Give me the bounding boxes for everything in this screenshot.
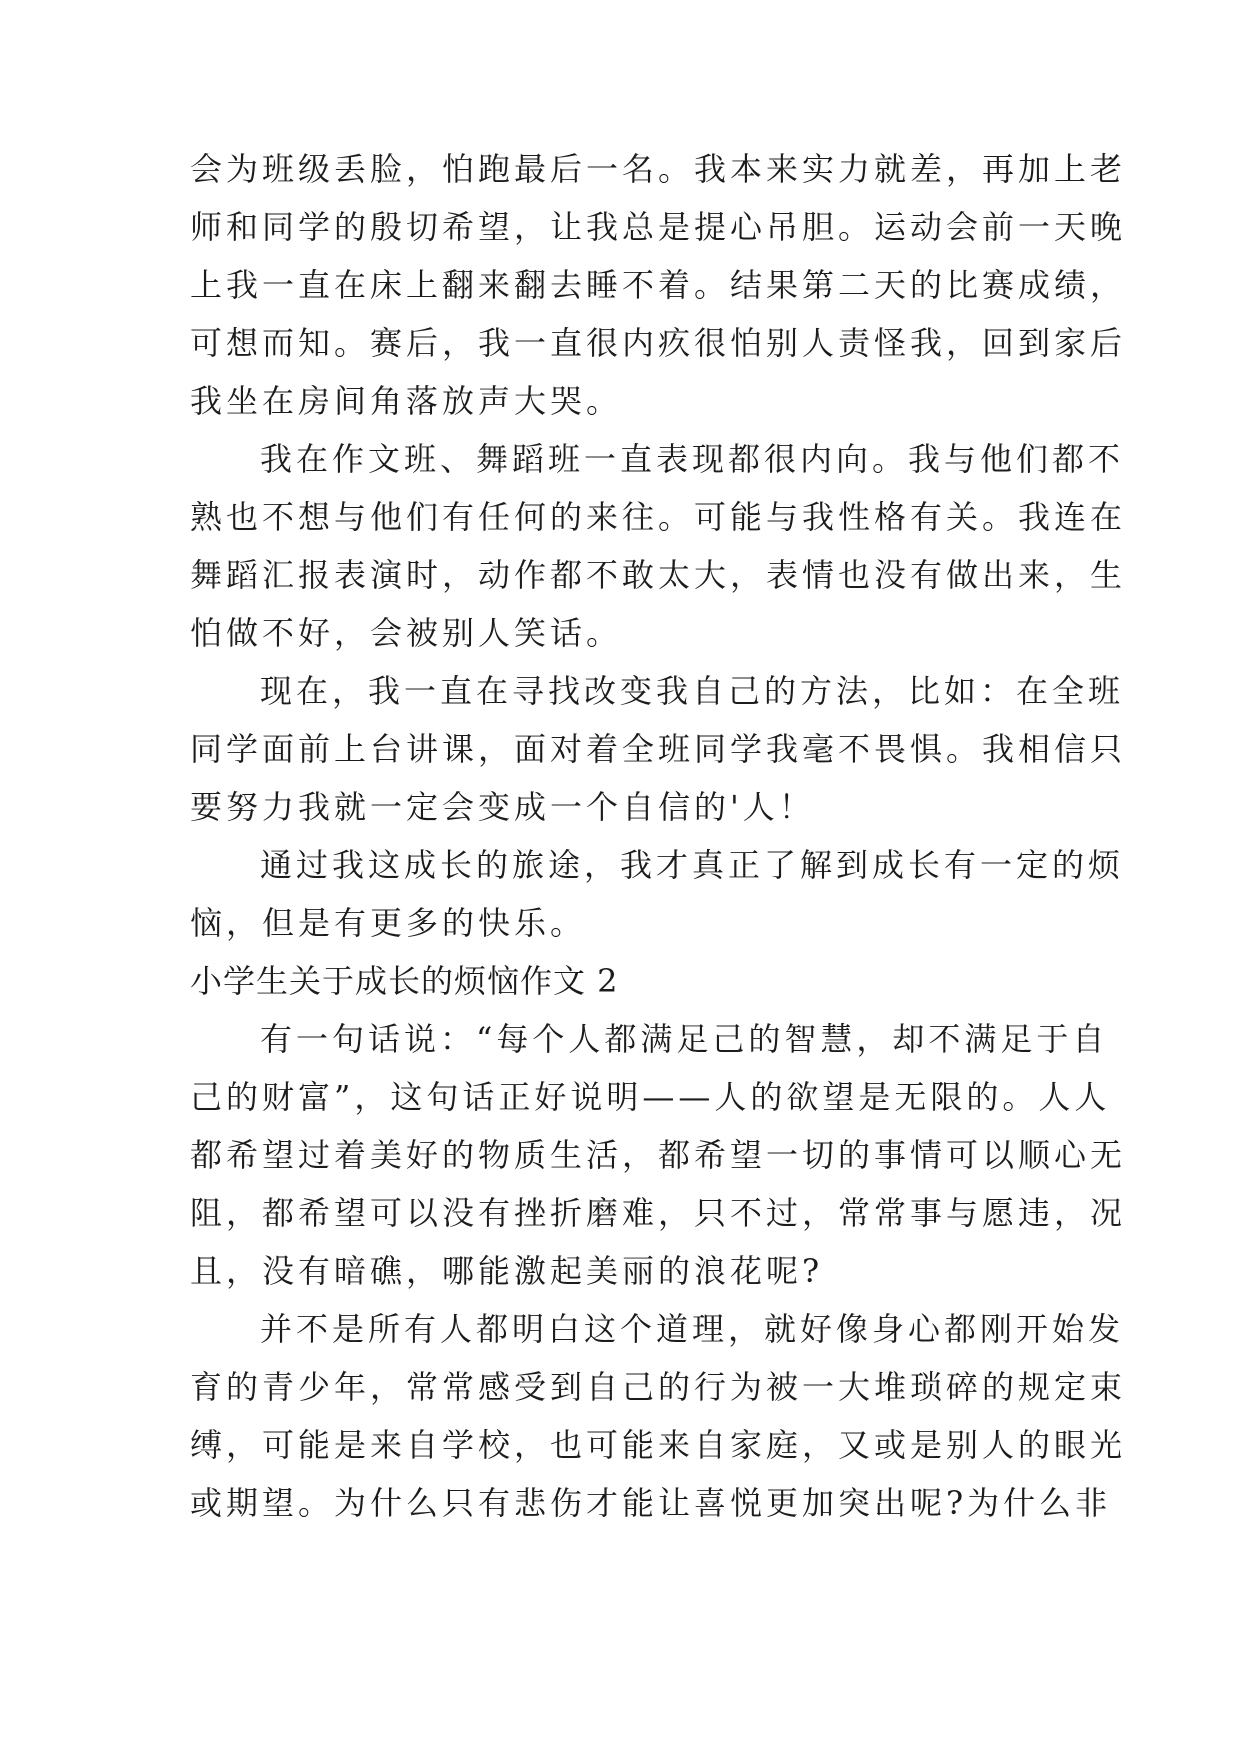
- text-line: 熟也不想与他们有任何的来往。可能与我性格有关。我连在: [190, 498, 1127, 536]
- paragraph: [190, 430, 1127, 662]
- paragraph: [190, 1010, 1127, 1300]
- text-line: 要努力我就一定会变成一个自信的'人！: [190, 788, 815, 826]
- text-line: 我在作文班、舞蹈班一直表现都很内向。我与他们都不: [260, 440, 1125, 478]
- section-heading: 小学生关于成长的烦恼作文 2: [190, 962, 619, 1000]
- text-line: 同学面前上台讲课，面对着全班同学我毫不畏惧。我相信只: [190, 730, 1127, 768]
- text-line: 师和同学的殷切希望，让我总是提心吊胆。运动会前一天晚: [190, 208, 1127, 246]
- text-line: 会为班级丢脸，怕跑最后一名。我本来实力就差，再加上老: [190, 150, 1127, 188]
- text-line: 己的财富”，这句话正好说明——人的欲望是无限的。人人: [190, 1078, 1111, 1116]
- text-line: 育的青少年，常常感受到自己的行为被一大堆琐碎的规定束: [190, 1368, 1127, 1406]
- text-line: 怕做不好，会被别人笑话。: [190, 614, 623, 652]
- document-body: [190, 140, 1127, 1532]
- paragraph: [190, 836, 1125, 952]
- text-line: 可想而知。赛后，我一直很内疚很怕别人责怪我，回到家后: [190, 324, 1127, 362]
- text-line: 并不是所有人都明白这个道理，就好像身心都刚开始发: [260, 1310, 1125, 1348]
- paragraph: [190, 140, 1127, 430]
- paragraph: [190, 1300, 1127, 1532]
- text-line: 有一句话说：“每个人都满足己的智慧，却不满足于自: [260, 1020, 1109, 1058]
- text-line: 恼，但是有更多的快乐。: [190, 904, 587, 942]
- text-line: 都希望过着美好的物质生活，都希望一切的事情可以顺心无: [190, 1136, 1127, 1174]
- text-line: 现在，我一直在寻找改变我自己的方法，比如：在全班: [260, 672, 1125, 710]
- text-line: 阻，都希望可以没有挫折磨难，只不过，常常事与愿违，况: [190, 1194, 1127, 1232]
- text-line: 通过我这成长的旅途，我才真正了解到成长有一定的烦: [260, 846, 1125, 884]
- text-line: 且，没有暗礁，哪能激起美丽的浪花呢?: [190, 1252, 824, 1290]
- paragraph: [190, 662, 1127, 836]
- text-line: 上我一直在床上翻来翻去睡不着。结果第二天的比赛成绩，: [190, 266, 1127, 304]
- text-line: 缚，可能是来自学校，也可能来自家庭，又或是别人的眼光: [190, 1426, 1127, 1464]
- text-line: 或期望。为什么只有悲伤才能让喜悦更加突出呢?为什么非: [190, 1484, 1112, 1522]
- text-line: 舞蹈汇报表演时，动作都不敢太大，表情也没有做出来，生: [190, 556, 1127, 594]
- text-line: 我坐在房间角落放声大哭。: [190, 382, 623, 420]
